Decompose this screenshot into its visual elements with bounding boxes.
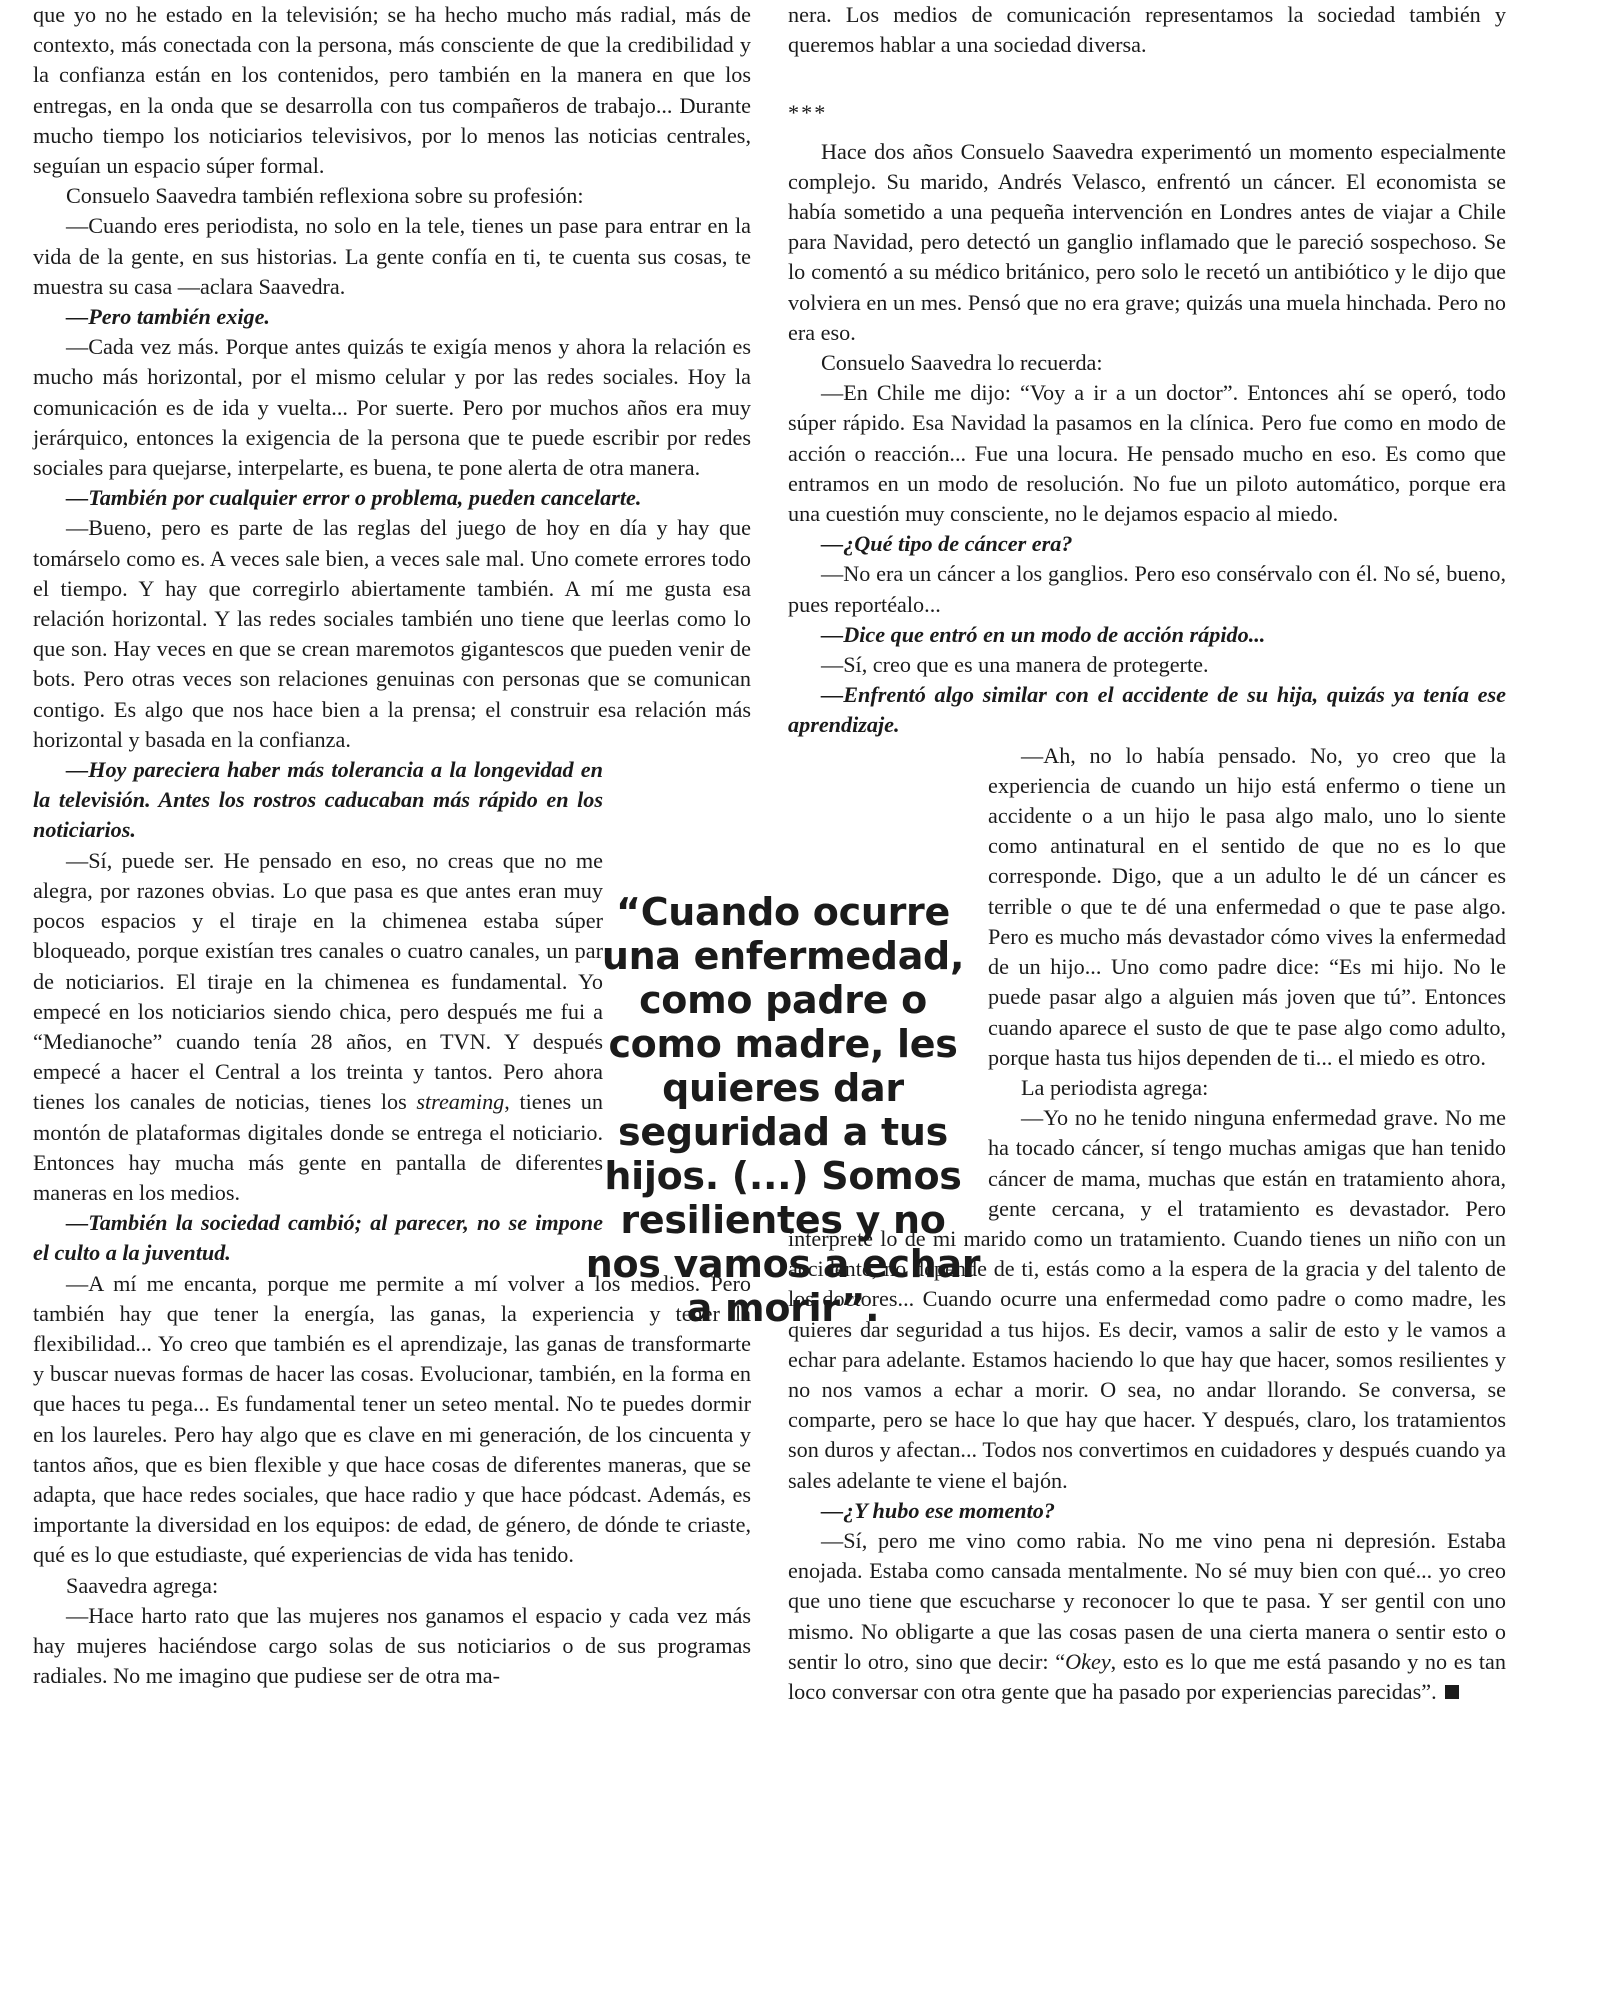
- paragraph: —Cuando eres periodista, no solo en la tele, tienes un pase para entrar en la vida de la gente, en sus historias. La gente confía en ti, te cuenta sus cosas, te muestra su casa —aclara Saavedra.: [33, 213, 751, 299]
- interview-question: —También por cualquier error o problema, pueden cancelarte.: [66, 485, 642, 511]
- paragraph: —Hace harto rato que las mujeres nos ganamos el espacio y cada vez más hay mujeres haciéndose cargo solas de sus noticiarios o de sus programas radiales. No me imagino que pudiese ser de otra ma-: [33, 1602, 751, 1689]
- pull-quote: “Cuando ocurre una enfermedad, como padre o como madre, les quieres dar seguridad a tus hijos. (...) Somos resilientes y no nos vamos a echar a morir”.: [585, 890, 981, 1330]
- paragraph: —En Chile me dijo: “Voy a ir a un doctor”. Entonces ahí se operó, todo súper rápido. Esa Navidad la pasamos en la clínica. Pero fue como en modo de acción o reacción... Fue una locura. He pensado mucho en eso. Es como que entramos en un modo de resolución. No fue un piloto automático, porque era una cuestión muy consciente, no le dejamos espacio al miedo.: [788, 380, 1506, 527]
- text-run: —Sí, pero me vino como rabia. No me vino pena ni depresión. Estaba enojada. Estaba como cansada mentalmente. No sé muy bien con qué... yo creo que uno tiene que escucharse y reconocer lo que te pasa. Y ser gentil con uno mismo. No obligarte a que las cosas pasen de una cierta manera o sentir esto o sentir lo otro, sino que decir: “: [788, 1527, 1506, 1674]
- paragraph: [788, 1526, 1506, 1707]
- paragraph: La periodista agrega:: [1021, 1074, 1209, 1100]
- interview-question: —Hoy pareciera haber más tolerancia a la longevidad en la televisión. Antes los rostros caducaban más rápido en los noticiarios.: [33, 757, 603, 843]
- paragraph: —A mí me encanta, porque me permite a mí volver a los medios. Pero también hay que tener la energía, las ganas, la experiencia y tener la flexibilidad... Yo creo que también es el aprendizaje, las ganas de transformarte y buscar nuevas formas de hacer las cosas. Evolucionar, también, en la forma en que haces tu pega... Es fundamental tener un seteo mental. No te puedes dormir en los laureles. Pero hay algo que es clave en mi generación, de los cincuenta y tantos años, que es bien flexible y que hace cosas de diferentes maneras, que se adapta, que hace redes sociales, que hace radio y que hace pódcast. Además, es importante la diversidad en los equipos: de edad, de género, de dónde te criaste, qué es lo que estudiaste, qué experiencias de vida has tenido.: [33, 1270, 751, 1568]
- interview-question: —¿Y hubo ese momento?: [821, 1497, 1055, 1523]
- paragraph: Consuelo Saavedra también reflexiona sobre su profesión:: [66, 183, 584, 209]
- paragraph: Saavedra agrega:: [66, 1572, 219, 1598]
- text-run: —Sí, puede ser. He pensado en eso, no creas que no me alegra, por razones obvias. Lo que pasa es que antes eran muy pocos espacios y el tiraje en la chimenea estaba súper bloqueado, porque existían tres canales o cuatro canales, un par de noticiarios. El tiraje en la chimenea es fundamental. Yo empecé en los noticiarios siendo chica, pero después me fui a “Medianoche” cuando tenía 28 años, en TVN. Y después empecé a hacer el Central a los treinta y tantos. Pero ahora tienes los canales de noticias, tienes los: [33, 847, 603, 1115]
- text-run: , esto es lo que me está pasando y no es tan loco conversar con otra gente que ha pasado por experiencias parecidas”.: [788, 1648, 1506, 1704]
- paragraph: nera. Los medios de comunicación representamos la sociedad también y queremos hablar a una sociedad diversa.: [788, 2, 1506, 58]
- italic-term: Okey: [1065, 1648, 1111, 1674]
- paragraph: —No era un cáncer a los ganglios. Pero eso consérvalo con él. No sé, bueno, pues reportéalo...: [788, 561, 1506, 617]
- right-column: [788, 0, 1506, 1707]
- left-column: [33, 0, 751, 1691]
- paragraph: —Bueno, pero es parte de las reglas del juego de hoy en día y hay que tomárselo como es. A veces sale bien, a veces sale mal. Uno comete errores todo el tiempo. Y hay que corregirlo abiertamente también. A mí me gusta esa relación horizontal. Y las redes sociales también uno tiene que leerlas como lo que son. Hay veces en que se crean maremotos gigantescos que pueden venir de bots. Pero otras veces son relaciones genuinas con personas que se comunican contigo. Es algo que nos hace bien a la prensa; el construir esa relación más horizontal y basada en la confianza.: [33, 515, 751, 752]
- paragraph: Hace dos años Consuelo Saavedra experimentó un momento especialmente complejo. Su marido, Andrés Velasco, enfrentó un cáncer. El economista se había sometido a una pequeña intervención en Londres antes de viajar a Chile para Navidad, pero detectó un ganglio inflamado que le pareció sospechoso. Se lo comentó a su médico británico, pero solo le recetó un antibiótico y le dijo que volviera en un mes. Pensó que no era grave; quizás una muela hinchada. Pero no era eso.: [788, 138, 1506, 345]
- italic-term: streaming: [416, 1089, 505, 1115]
- interview-question: —Dice que entró en un modo de acción rápido...: [821, 621, 1266, 647]
- section-separator: ***: [788, 100, 828, 126]
- paragraph: —Yo no he tenido ninguna enfermedad grave. No me ha tocado cáncer, sí tengo muchas amigas que han tenido cáncer de mama, muchas que están en tratamiento ahora, gente cercana, y el tratamiento es devastador. Pero interpreté lo de mi marido como un tratamiento. Cuando tienes un niño con un accidente, no depende de ti, estás como a la espera de la gracia y del talento de los doctores... Cuando ocurre una enfermedad como padre o como madre, les quieres dar seguridad a tus hijos. Es decir, vamos a salir de esto y le vamos a echar para adelante. Estamos haciendo lo que hay que hacer, somos resilientes y no nos vamos a echar a morir. O sea, no andar llorando. Se conversa, se comparte, pero se hace lo que hay que hacer. Y después, claro, los tratamientos son duros y afectan... Todos nos convertimos en cuidadores y después cuando ya sales adelante te viene el bajón.: [788, 1105, 1506, 1493]
- paragraph: —Cada vez más. Porque antes quizás te exigía menos y ahora la relación es mucho más horizontal, por el mismo celular y por las redes sociales. Hoy la comunicación es de ida y vuelta... Por suerte. Pero por muchos años era muy jerárquico, entonces la exigencia de la persona que te puede escribir por redes sociales para quejarse, interpelarte, es buena, te pone alerta de otra manera.: [33, 334, 751, 481]
- paragraph: —Ah, no lo había pensado. No, yo creo que la experiencia de cuando un hijo está enfermo o tiene un accidente o a un hijo le pasa algo malo, uno lo siente como antinatural en el sentido de que no es lo que corresponde. Digo, que a un adulto le dé un cáncer es terrible o que te dé una enfermedad o que te pase algo. Pero es mucho más devastador cómo vives la enfermedad de un hijo... Uno como padre dice: “Es mi hijo. No le puede pasar algo a alguien más joven que tú”. Entonces cuando aparece el susto de que te pase algo como adulto, porque hasta tus hijos dependen de ti... el miedo es otro.: [988, 742, 1506, 1070]
- paragraph: Consuelo Saavedra lo recuerda:: [821, 350, 1103, 376]
- text-run: , tienes un montón de plataformas digitales donde se entrega el noticiario. Entonces hay mucha más gente en pantalla de diferentes maneras en los medios.: [33, 1089, 603, 1205]
- paragraph: que yo no he estado en la televisión; se ha hecho mucho más radial, más de contexto, más conectada con la persona, más consciente de que la credibilidad y la confianza están en los contenidos, pero también en la manera en que los entregas, en la onda que se desarrolla con tus compañeros de trabajo... Durante mucho tiempo los noticiarios televisivos, por lo menos las noticias centrales, seguían un espacio súper formal.: [33, 2, 751, 179]
- paragraph: —Sí, creo que es una manera de protegerte.: [821, 652, 1209, 678]
- interview-question: —Pero también exige.: [66, 304, 270, 330]
- interview-question: —¿Qué tipo de cáncer era?: [821, 531, 1073, 557]
- end-of-article-square-icon: [1445, 1685, 1459, 1699]
- interview-question: —Enfrentó algo similar con el accidente de su hija, quizás ya tenía ese aprendizaje.: [788, 682, 1506, 738]
- interview-question: —También la sociedad cambió; al parecer, no se impone el culto a la juventud.: [33, 1210, 603, 1266]
